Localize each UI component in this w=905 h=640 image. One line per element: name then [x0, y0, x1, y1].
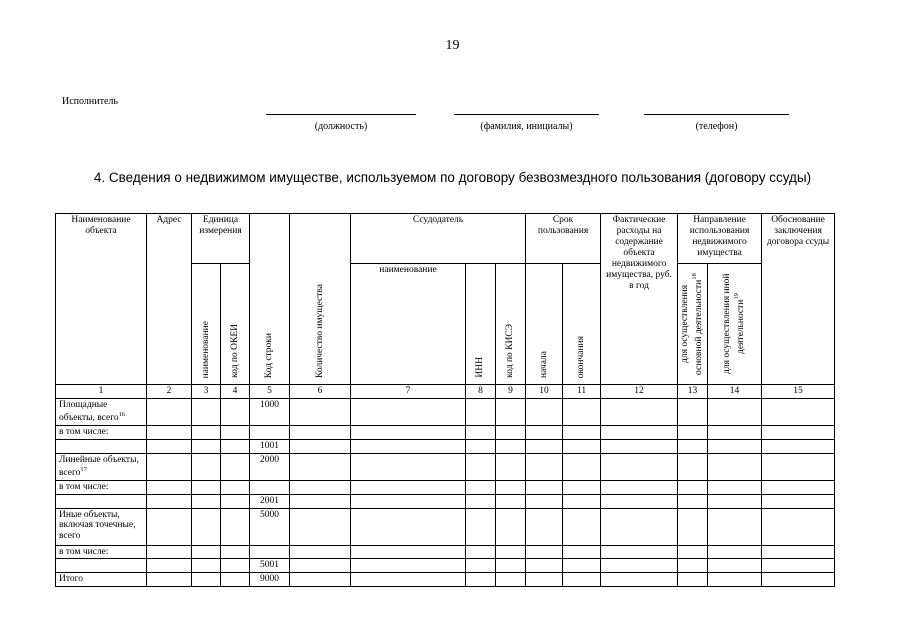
header-property-qty: Количество имущества — [290, 214, 351, 385]
header-lender: Ссудодатель — [351, 214, 526, 264]
col-number: 8 — [466, 384, 496, 398]
row-label-linear-objects: Линейные объекты, всего$^{17}$ — [56, 453, 147, 480]
table-row — [56, 545, 835, 559]
column-numbers-row — [56, 384, 835, 398]
section-title: 4. Сведения о недвижимом имуществе, используемом по договору безвозмездного пользования (договору ссуды) — [93, 170, 812, 185]
col-number: 12 — [601, 384, 678, 398]
table-row — [56, 398, 835, 425]
executor-label: Исполнитель — [62, 96, 118, 107]
col-number: 7 — [351, 384, 466, 398]
col-number: 9 — [496, 384, 526, 398]
table-row — [56, 453, 835, 480]
header-line-code: Код строки — [250, 214, 290, 385]
row-label-including: в том числе: — [56, 480, 147, 494]
header-lender-name: наименование — [351, 264, 466, 385]
header-justification: Обоснование заключения договора ссуды — [762, 214, 835, 385]
phone-caption: (телефон) — [695, 121, 738, 132]
col-number: 2 — [147, 384, 192, 398]
table-row — [56, 573, 835, 587]
header-usage-other: для осуществления иной деятельности$^{19}$ — [708, 264, 762, 385]
table-row — [56, 508, 835, 545]
header-term-end: окончания — [563, 264, 601, 385]
position-signature-line — [266, 114, 416, 115]
row-label-including: в том числе: — [56, 425, 147, 439]
row-label-area-objects: Площадные объекты, всего$^{16}$ — [56, 398, 147, 425]
header-object-name: Наименование объекта — [56, 214, 147, 385]
line-code: 5000 — [250, 508, 290, 545]
header-unit-okei: код по ОКЕИ — [221, 264, 250, 385]
header-term-start: начала — [526, 264, 563, 385]
row-label-total: Итого — [56, 573, 147, 587]
table-row — [56, 439, 835, 453]
property-table — [55, 213, 835, 587]
header-usage-main: для осуществления основной деятельности$^{18}$ — [678, 264, 708, 385]
header-lender-inn: ИНН — [466, 264, 496, 385]
line-code: 2000 — [250, 453, 290, 480]
col-number: 3 — [192, 384, 221, 398]
header-unit: Единица измерения — [192, 214, 250, 264]
phone-signature-line — [644, 114, 789, 115]
table-row — [56, 425, 835, 439]
header-term: Срок пользования — [526, 214, 601, 264]
col-number: 14 — [708, 384, 762, 398]
row-label-other-objects: Иные объекты, включая точечные, всего — [56, 508, 147, 545]
col-number: 4 — [221, 384, 250, 398]
col-number: 1 — [56, 384, 147, 398]
page-number: 19 — [445, 38, 460, 53]
name-signature-line — [454, 114, 599, 115]
table-row — [56, 494, 835, 508]
col-number: 11 — [563, 384, 601, 398]
header-address: Адрес — [147, 214, 192, 385]
line-code: 5001 — [250, 559, 290, 573]
name-caption: (фамилия, инициалы) — [480, 121, 573, 132]
header-unit-name: наименование — [192, 264, 221, 385]
line-code: 2001 — [250, 494, 290, 508]
col-number: 6 — [290, 384, 351, 398]
col-number: 10 — [526, 384, 563, 398]
table-row — [56, 480, 835, 494]
row-label-including: в том числе: — [56, 545, 147, 559]
table-row — [56, 559, 835, 573]
line-code: 9000 — [250, 573, 290, 587]
header-actual-costs: Фактические расходы на содержание объекта недвижимого имущества, руб. в год — [601, 214, 678, 385]
col-number: 5 — [250, 384, 290, 398]
col-number: 15 — [762, 384, 835, 398]
header-lender-kise: код по КИСЭ — [496, 264, 526, 385]
line-code: 1001 — [250, 439, 290, 453]
col-number: 13 — [678, 384, 708, 398]
line-code: 1000 — [250, 398, 290, 425]
position-caption: (должность) — [314, 121, 368, 132]
header-usage-direction: Направление использования недвижимого имущества — [678, 214, 762, 264]
